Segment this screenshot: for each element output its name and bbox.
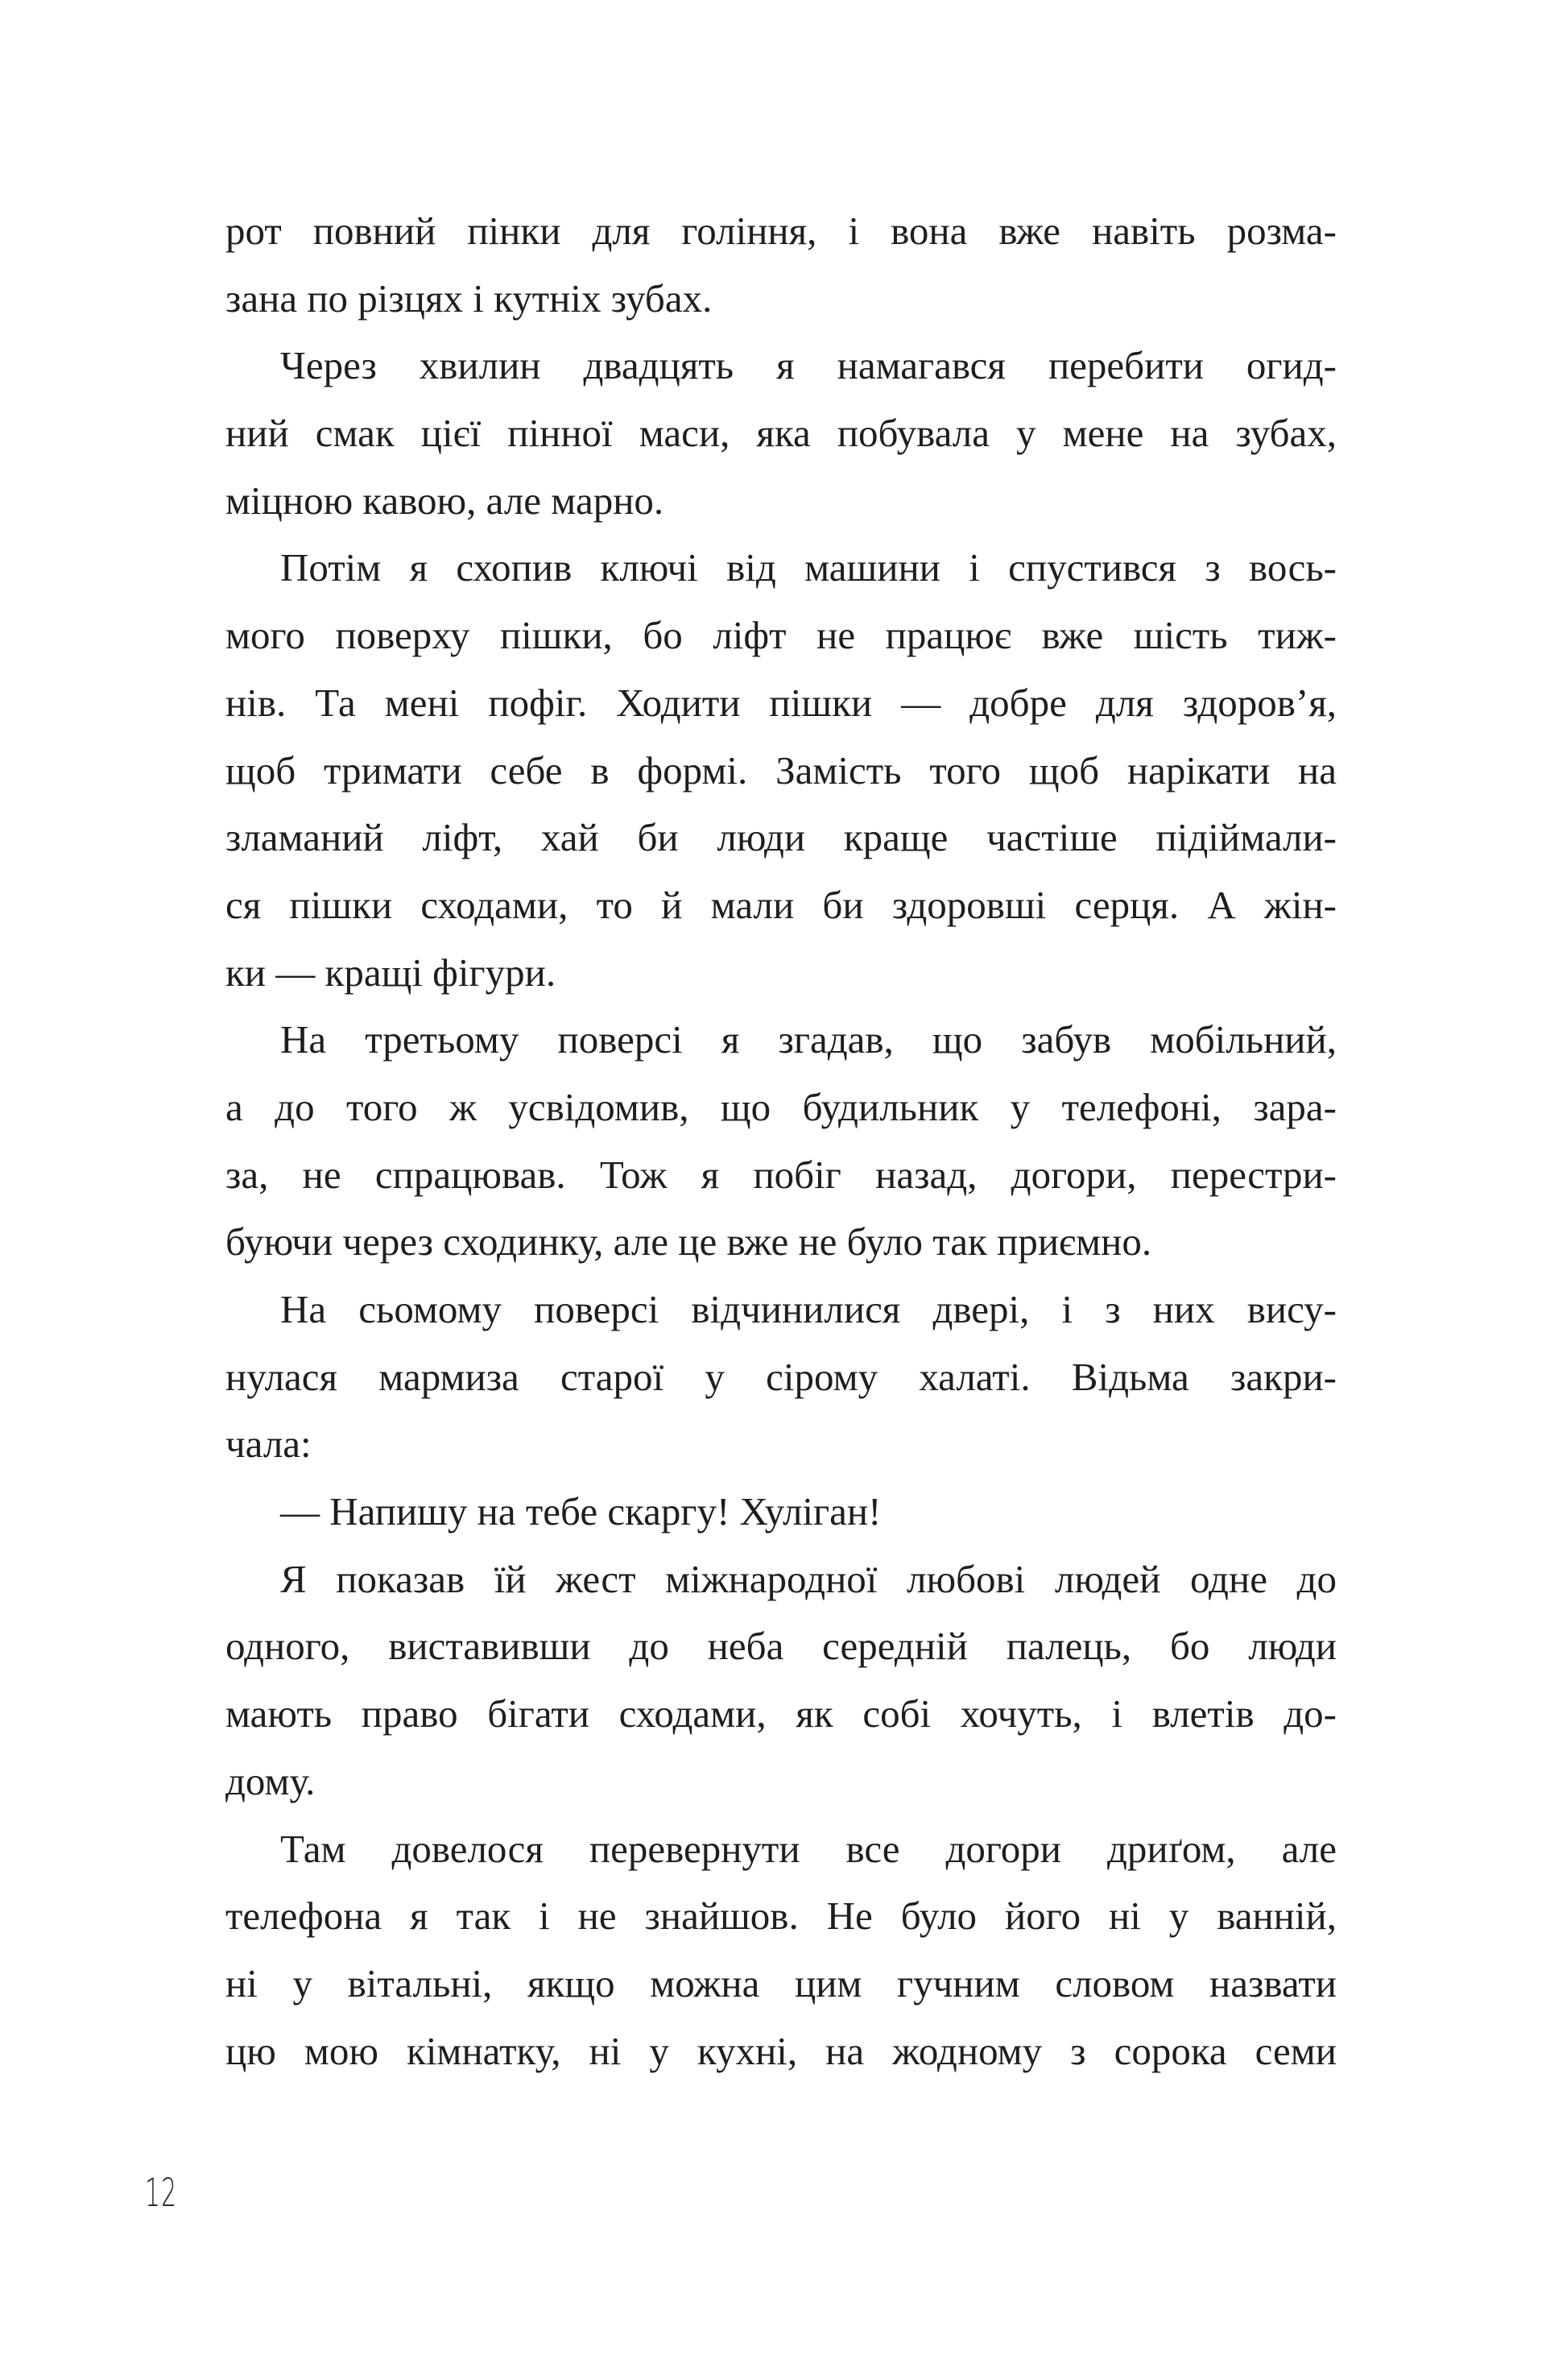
text-line: мого поверху пішки, бо ліфт не працює вже шість тиж- bbox=[225, 613, 1337, 658]
text-line: цю мою кімнатку, ні у кухні, на жодному з сорока семи bbox=[225, 2028, 1337, 2073]
text-line: чала: bbox=[225, 1422, 312, 1467]
text-line: ки — кращі фігури. bbox=[225, 950, 556, 995]
text-line: ні у вітальні, якщо можна цим гучним словом назвати bbox=[225, 1960, 1337, 2005]
text-line: нулася мармиза старої у сірому халаті. Відьма закри- bbox=[225, 1354, 1337, 1399]
text-line: а до того ж усвідомив, що будильник у телефоні, зара- bbox=[225, 1084, 1337, 1129]
text-line: Там довелося перевернути все догори дриґом, але bbox=[280, 1826, 1337, 1871]
text-line: Потім я схопив ключі від машини і спустився з вось- bbox=[280, 545, 1337, 590]
text-line: за, не спрацював. Тож я побіг назад, догори, перестри- bbox=[225, 1152, 1337, 1197]
text-line: щоб тримати себе в формі. Замість того щоб нарікати на bbox=[225, 747, 1337, 793]
text-line: дому. bbox=[225, 1758, 316, 1803]
text-line: На третьому поверсі я згадав, що забув мобільний, bbox=[280, 1017, 1337, 1062]
text-line: зламаний ліфт, хай би люди краще частіше підіймали- bbox=[225, 815, 1337, 860]
text-line: Через хвилин двадцять я намагався перебити огид- bbox=[280, 343, 1337, 388]
text-line: нів. Та мені пофіг. Ходити пішки — добре для здоров’я, bbox=[225, 680, 1337, 725]
text-line: Я показав їй жест міжнародної любові людей одне до bbox=[280, 1556, 1337, 1601]
text-line: ний смак цієї пінної маси, яка побувала у мене на зубах, bbox=[225, 411, 1337, 456]
page-number: 12 bbox=[145, 2171, 178, 2216]
page-body-text bbox=[225, 197, 1337, 2084]
text-line: ся пішки сходами, то й мали би здоровші серця. А жін- bbox=[225, 882, 1337, 927]
text-line: мають право бігати сходами, як собі хочуть, і влетів до- bbox=[225, 1691, 1337, 1736]
text-line: На сьомому поверсі відчинилися двері, і з них вису- bbox=[280, 1287, 1337, 1331]
text-line: зана по різцях і кутніх зубах. bbox=[225, 275, 713, 321]
text-line: міцною кавою, але марно. bbox=[225, 478, 664, 523]
text-line: одного, виставивши до неба середній палець, бо люди bbox=[225, 1624, 1337, 1669]
text-line: телефона я так і не знайшов. Не було його ні у ванній, bbox=[225, 1894, 1337, 1939]
text-line: буючи через сходинку, але це вже не було так приємно. bbox=[225, 1219, 1152, 1265]
dialogue-line: — Напишу на тебе скаргу! Хуліган! bbox=[280, 1489, 882, 1534]
text-line: рот повний пінки для гоління, і вона вже навіть розма- bbox=[225, 209, 1337, 253]
